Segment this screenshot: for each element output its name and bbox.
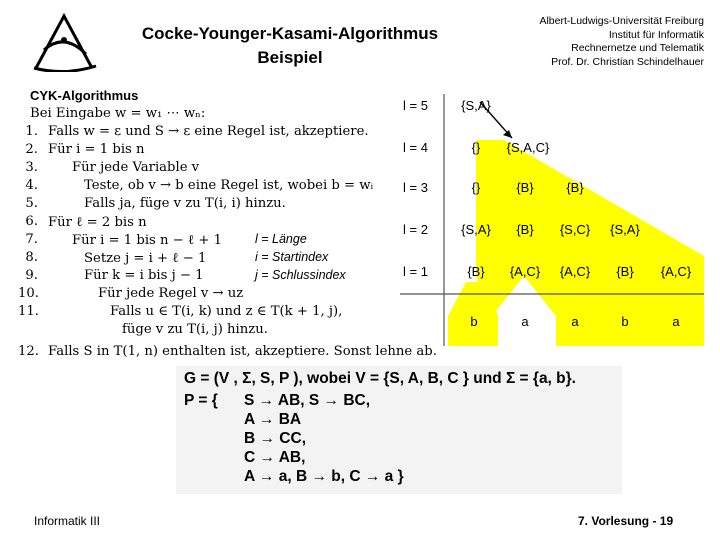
institution-line: Prof. Dr. Christian Schindelhauer	[551, 55, 704, 68]
triangle-highlight	[476, 140, 704, 346]
algorithm-line: 4. Teste, ob v → b eine Regel ist, wobei b = wᵢ	[25, 178, 374, 193]
row-label: l = 1	[403, 264, 428, 279]
productions-label: P = {	[184, 392, 218, 409]
algorithm-line: 11. Falls u ∈ T(i, k) und z ∈ T(k + 1, j),	[18, 304, 343, 319]
table-cell: {A,C}	[559, 264, 591, 279]
footer-slide-number: 7. Vorlesung - 19	[578, 514, 674, 528]
table-cell: {}	[471, 140, 481, 155]
input-symbol: b	[621, 314, 629, 329]
table-cell: {B}	[516, 180, 534, 195]
table-cell: {B}	[516, 222, 534, 237]
production-rule: A → BA	[244, 411, 302, 428]
algorithm-line: füge v zu T(i, j) hinzu.	[122, 322, 268, 337]
algorithm-intro: Bei Eingabe w = w₁ ⋯ wₙ:	[30, 106, 206, 121]
production-rule: C → AB,	[244, 449, 306, 466]
slide-title	[100, 22, 480, 70]
index-legend	[255, 230, 346, 284]
input-symbol: b	[470, 314, 478, 329]
input-symbol: a	[672, 314, 680, 329]
algorithm-line: 8. Setze j = i + ℓ − 1	[25, 250, 207, 266]
row-label: l = 5	[403, 98, 428, 113]
table-cell: {A,C}	[509, 264, 541, 279]
row-label: l = 3	[403, 180, 428, 195]
institution-line: Albert-Ludwigs-Universität Freiburg	[539, 15, 704, 27]
university-logo	[28, 10, 100, 72]
row-label: l = 4	[403, 140, 428, 155]
table-cell: {}	[471, 180, 481, 195]
algorithm-line: 10. Für jede Regel v → uz	[18, 286, 244, 301]
table-cell: {S,A}	[610, 222, 640, 237]
algorithm-line: 9. Für k = i bis j − 1	[25, 268, 204, 283]
institution-line: Rechnernetze und Telematik	[571, 42, 704, 54]
table-cell: {B}	[566, 180, 584, 195]
institution-block	[474, 15, 704, 69]
algorithm-line: 1. Falls w = ε und S → ε eine Regel ist, akzeptiere.	[25, 124, 369, 139]
algorithm-line: 2. Für i = 1 bis n	[25, 142, 145, 157]
grammar-box	[176, 366, 622, 494]
title-line-1: Cocke-Younger-Kasami-Algorithmus	[141, 24, 439, 43]
legend-start-index: i = Startindex	[255, 250, 329, 264]
title-line-2: Beispiel	[257, 48, 323, 67]
production-rule: B → CC,	[244, 430, 306, 447]
production-rule: S → AB, S → BC,	[244, 392, 371, 409]
table-cell: {S,C}	[559, 222, 591, 237]
row-label: l = 2	[403, 222, 428, 237]
algorithm-heading: CYK-Algorithmus	[30, 88, 139, 103]
algorithm-line: 6. Für ℓ = 2 bis n	[25, 214, 147, 230]
table-cell: {S,A}	[461, 98, 491, 113]
input-symbol: a	[571, 314, 579, 329]
algorithm-line: 7. Für i = 1 bis n − ℓ + 1	[25, 232, 223, 248]
algorithm-line: 3. Für jede Variable v	[25, 160, 200, 175]
table-cell: {S,A}	[461, 222, 491, 237]
table-cell: {B}	[467, 264, 485, 279]
legend-end-index: j = Schlussindex	[255, 268, 346, 282]
input-symbol: a	[521, 314, 529, 329]
algorithm-line: 5. Falls ja, füge v zu T(i, i) hinzu.	[25, 196, 286, 211]
footer-course: Informatik III	[34, 514, 101, 528]
cyk-triangle-table	[392, 88, 712, 353]
grammar-definition: G = (V , Σ, S, P ), wobei V = {S, A, B, C } und Σ = {a, b}.	[184, 370, 576, 387]
arrow-head	[503, 130, 512, 138]
algorithm-line: 12. Falls S in T(1, n) enthalten ist, akzeptiere. Sonst lehne ab.	[18, 344, 437, 359]
production-rule: A → a, B → b, C → a }	[244, 468, 404, 485]
table-cell: {A,C}	[660, 264, 692, 279]
table-cell: {S,A,C}	[506, 140, 550, 155]
table-cell: {B}	[616, 264, 634, 279]
legend-length: l = Länge	[255, 232, 307, 246]
institution-line: Institut für Informatik	[608, 28, 704, 41]
